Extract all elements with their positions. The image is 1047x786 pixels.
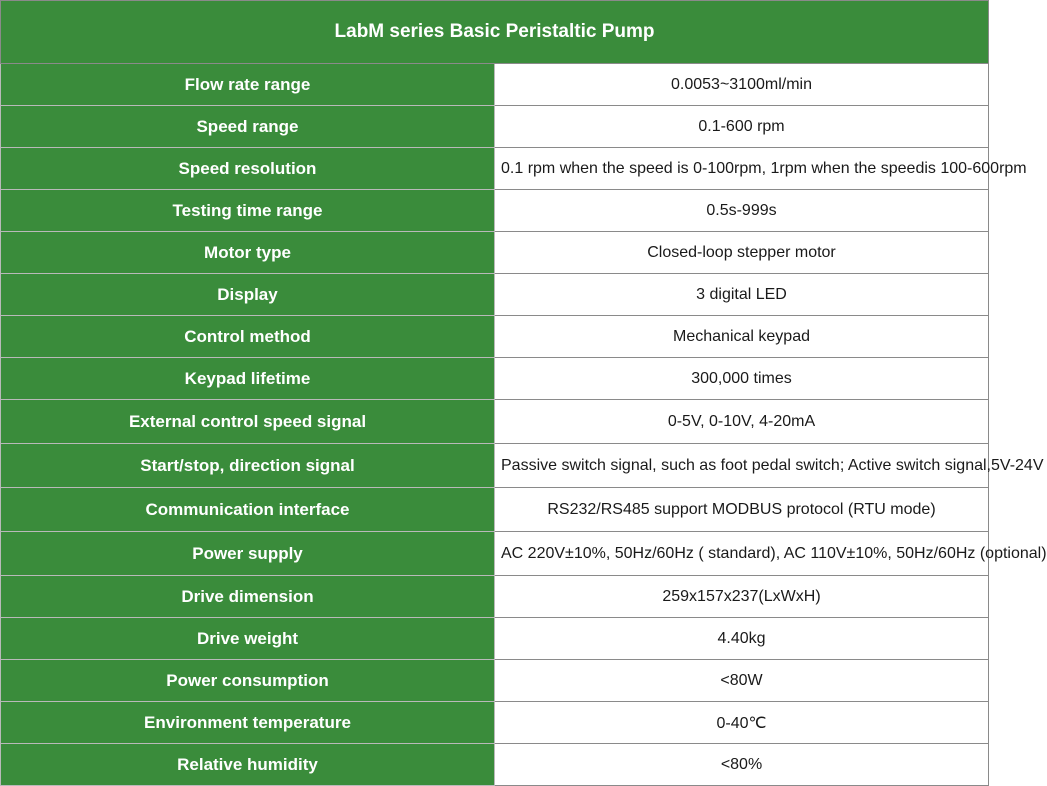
row-label-environment-temperature: Environment temperature bbox=[1, 702, 495, 744]
row-label-power-consumption: Power consumption bbox=[1, 660, 495, 702]
row-value-drive-weight: 4.40kg bbox=[495, 618, 989, 660]
row-value-power-supply: AC 220V±10%, 50Hz/60Hz ( standard), AC 110V±10%, 50Hz/60Hz (optional) bbox=[495, 532, 989, 576]
row-value-drive-dimension: 259x157x237(LxWxH) bbox=[495, 576, 989, 618]
row-label-testing-time-range: Testing time range bbox=[1, 190, 495, 232]
row-label-control-method: Control method bbox=[1, 316, 495, 358]
table-row bbox=[1, 744, 989, 786]
row-value-speed-resolution: 0.1 rpm when the speed is 0-100rpm, 1rpm when the speedis 100-600rpm bbox=[495, 148, 989, 190]
row-value-testing-time-range: 0.5s-999s bbox=[495, 190, 989, 232]
row-value-communication-interface: RS232/RS485 support MODBUS protocol (RTU mode) bbox=[495, 488, 989, 532]
row-value-flow-rate-range: 0.0053~3100ml/min bbox=[495, 64, 989, 106]
table-row bbox=[1, 488, 989, 532]
table-row bbox=[1, 106, 989, 148]
table-row bbox=[1, 64, 989, 106]
table-row bbox=[1, 232, 989, 274]
row-value-control-method: Mechanical keypad bbox=[495, 316, 989, 358]
row-label-drive-dimension: Drive dimension bbox=[1, 576, 495, 618]
row-value-speed-range: 0.1-600 rpm bbox=[495, 106, 989, 148]
table-row bbox=[1, 148, 989, 190]
row-label-keypad-lifetime: Keypad lifetime bbox=[1, 358, 495, 400]
row-label-start-stop-direction-signal: Start/stop, direction signal bbox=[1, 444, 495, 488]
row-value-start-stop-direction-signal: Passive switch signal, such as foot pedal switch; Active switch signal,5V-24V bbox=[495, 444, 989, 488]
row-value-motor-type: Closed-loop stepper motor bbox=[495, 232, 989, 274]
table-row bbox=[1, 400, 989, 444]
row-label-display: Display bbox=[1, 274, 495, 316]
table-row bbox=[1, 444, 989, 488]
row-value-environment-temperature: 0-40℃ bbox=[495, 702, 989, 744]
table-row bbox=[1, 576, 989, 618]
row-label-communication-interface: Communication interface bbox=[1, 488, 495, 532]
table-row bbox=[1, 358, 989, 400]
row-label-relative-humidity: Relative humidity bbox=[1, 744, 495, 786]
row-label-speed-range: Speed range bbox=[1, 106, 495, 148]
table-row bbox=[1, 274, 989, 316]
row-label-drive-weight: Drive weight bbox=[1, 618, 495, 660]
row-label-speed-resolution: Speed resolution bbox=[1, 148, 495, 190]
table-row bbox=[1, 532, 989, 576]
row-value-relative-humidity: <80% bbox=[495, 744, 989, 786]
table-row bbox=[1, 190, 989, 232]
row-label-motor-type: Motor type bbox=[1, 232, 495, 274]
title-row bbox=[1, 1, 989, 64]
table-row bbox=[1, 618, 989, 660]
table-row bbox=[1, 660, 989, 702]
row-value-external-control-speed-signal: 0-5V, 0-10V, 4-20mA bbox=[495, 400, 989, 444]
row-value-power-consumption: <80W bbox=[495, 660, 989, 702]
row-value-display: 3 digital LED bbox=[495, 274, 989, 316]
table-title: LabM series Basic Peristaltic Pump bbox=[1, 1, 989, 64]
row-value-keypad-lifetime: 300,000 times bbox=[495, 358, 989, 400]
row-label-external-control-speed-signal: External control speed signal bbox=[1, 400, 495, 444]
row-label-flow-rate-range: Flow rate range bbox=[1, 64, 495, 106]
table-row bbox=[1, 702, 989, 744]
table-row bbox=[1, 316, 989, 358]
row-label-power-supply: Power supply bbox=[1, 532, 495, 576]
